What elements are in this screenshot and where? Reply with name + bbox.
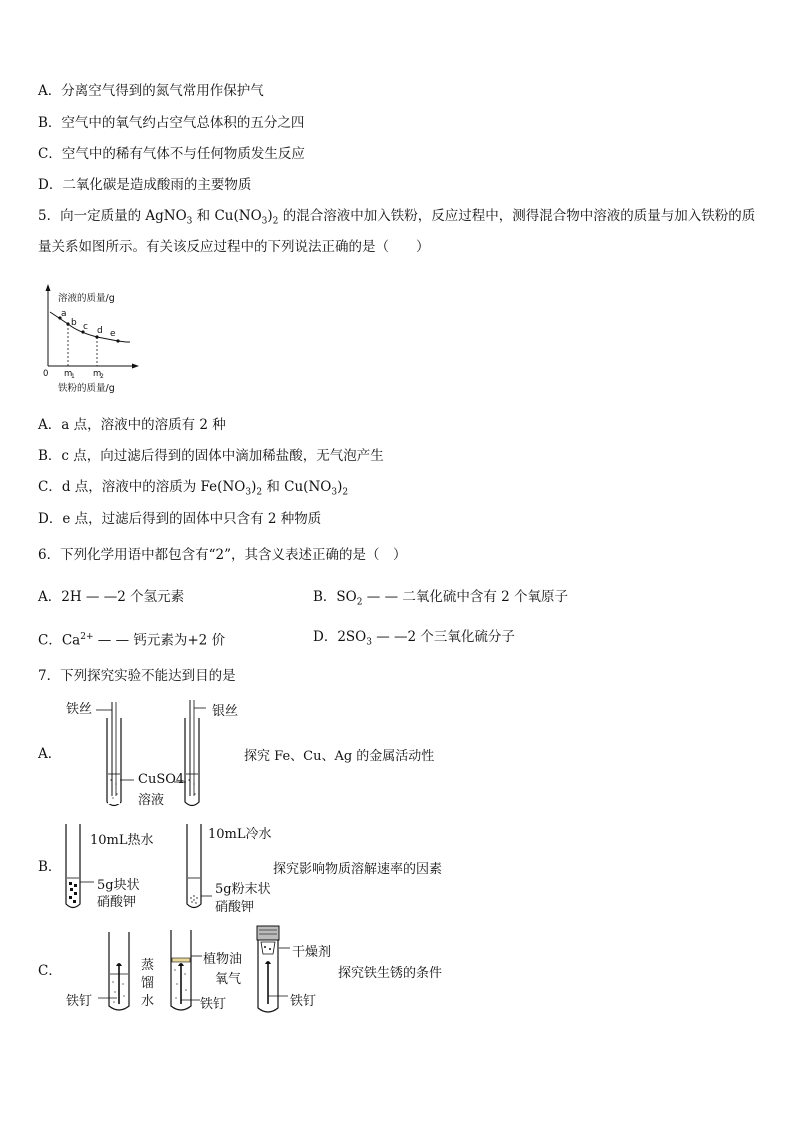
q4-option-d: D．二氧化碳是造成酸雨的主要物质 [38, 177, 252, 193]
graph-ylabel: 溶液的质量/g [58, 293, 115, 304]
graph-origin: 0 [43, 369, 49, 379]
svg-text:1: 1 [71, 373, 75, 380]
label-shui: 水 [141, 994, 155, 1009]
label-cuso4: CuSO4 [138, 772, 185, 787]
q5-option-d: D．e 点，过滤后得到的固体中只含有 2 种物质 [38, 511, 322, 527]
q4-option-a: A．分离空气得到的氮气常用作保护气 [38, 83, 264, 99]
label-nail-2: 铁钉 [200, 997, 227, 1012]
graph-xlabel: 铁粉的质量/g [58, 383, 115, 394]
label-nail-3: 铁钉 [290, 994, 317, 1009]
graph-m2: m [93, 369, 102, 379]
label-kno3-1: 硝酸钾 [97, 895, 137, 910]
label-iron-wire: 铁丝 [66, 702, 93, 717]
q5-stem: 5．向一定质量的 AgNO$_3$ 和 $Cu(NO_3)_2$ 的混合溶液中加入铁粉，反应过程中，测得混合物中溶液的质量与加入铁粉的质 [38, 208, 756, 227]
label-c: c [83, 322, 88, 332]
q7-a-letter: A． [38, 746, 62, 762]
q4-option-b: B．空气中的氧气约占空气总体积的五分之四 [38, 115, 305, 131]
label-a: a [61, 309, 67, 319]
q6-stem: 6．下列化学用语中都包含有“2”，其含义表述正确的是（ ） [38, 547, 407, 563]
label-desiccant: 干燥剂 [292, 945, 332, 960]
q4-option-c: C．空气中的稀有气体不与任何物质发生反应 [38, 146, 305, 162]
label-liu: 馏 [141, 976, 155, 991]
point-e [116, 339, 119, 342]
label-solution: 溶液 [138, 793, 165, 808]
label-zheng: 蒸 [141, 958, 155, 973]
q7-stem: 7．下列探究实验不能达到目的是 [38, 668, 236, 684]
q6-option-c: C．$Ca^{2+}$ — — 钙元素为+2 价 [38, 632, 226, 649]
label-lump: 5g块状 [97, 878, 140, 893]
q7-b-letter: B． [38, 859, 62, 875]
q7-c-diagram [60, 922, 300, 1022]
label-b: b [71, 318, 77, 328]
label-powder: 5g粉末状 [215, 882, 271, 897]
q7-c-desc: 探究铁生锈的条件 [338, 966, 443, 981]
q7-c-letter: C． [38, 963, 62, 979]
q6-option-b: B．$SO_2$ — — 二氧化硫中含有 2 个氧原子 [313, 589, 569, 608]
q7-a-desc: 探究 Fe、Cu、Ag 的金属活动性 [244, 749, 435, 764]
q5-option-a: A．a 点，溶液中的溶质有 2 种 [38, 417, 226, 433]
svg-text:2: 2 [100, 373, 104, 380]
q5-option-b: B．c 点，向过滤后得到的固体中滴加稀盐酸，无气泡产生 [38, 448, 384, 464]
q6-option-d: D．$2SO_3$ — —2 个三氧化硫分子 [313, 629, 515, 648]
q6-option-a: A．2H — —2 个氢元素 [38, 589, 185, 605]
q7-b-desc: 探究影响物质溶解速率的因素 [273, 862, 443, 877]
label-hot-water: 10mL热水 [90, 833, 154, 848]
graph-m1: m [64, 369, 73, 379]
label-oxygen: 氧气 [215, 972, 242, 987]
label-e: e [110, 329, 116, 339]
point-b [66, 322, 69, 325]
label-d: d [97, 326, 103, 336]
label-kno3-2: 硝酸钾 [215, 900, 255, 915]
q5-option-c: C．d 点，溶液中的溶质为 $Fe(NO_3)_2$ 和 $Cu(NO_3)_2$ [38, 479, 349, 498]
label-nail-1: 铁钉 [66, 994, 93, 1009]
label-veg-oil: 植物油 [203, 952, 243, 967]
label-cold-water: 10mL冷水 [208, 827, 272, 842]
label-silver-wire: 银丝 [212, 704, 239, 719]
q5-graph [38, 282, 148, 397]
q5-stem-line2: 量关系如图所示。有关该反应过程中的下列说法正确的是（ ） [38, 239, 430, 255]
